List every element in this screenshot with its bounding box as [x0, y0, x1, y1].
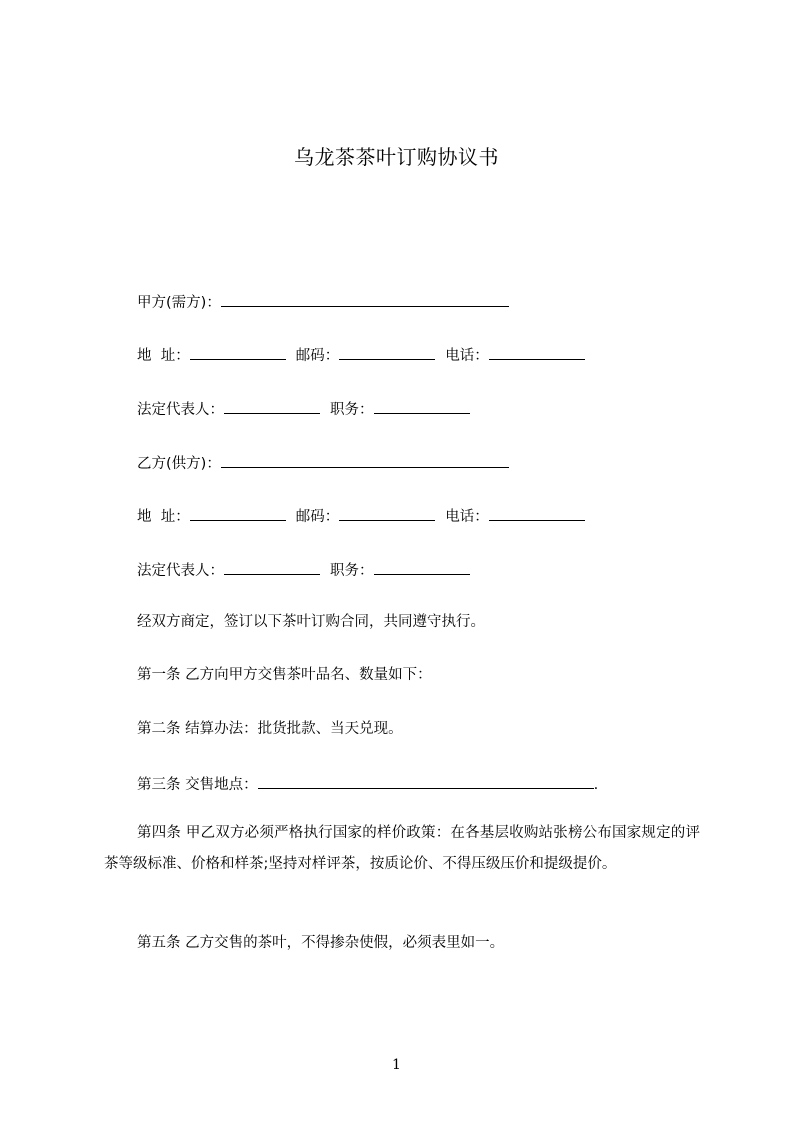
party-b-address-blank — [190, 505, 286, 521]
article-4: 第四条 甲乙双方必须严格执行国家的样价政策：在各基层收购站张榜公布国家规定的评茶等级标准、价格和样茶;坚持对样评茶，按质论价、不得压级压价和提级提价。 — [104, 825, 700, 872]
party-b-rep-label: 法定代表人： — [137, 563, 224, 579]
party-b-label: 乙方(供方)： — [137, 456, 221, 472]
party-a-rep-blank — [224, 398, 320, 414]
party-a-rep-line — [137, 398, 470, 420]
party-a-address-line — [137, 344, 585, 366]
party-b-phone-blank — [489, 505, 585, 521]
article-5: 第五条 乙方交售的茶叶，不得掺杂使假，必须表里如一。 — [137, 935, 505, 951]
preamble: 经双方商定，签订以下茶叶订购合同，共同遵守执行。 — [137, 614, 485, 630]
party-a-postcode-blank — [339, 344, 435, 360]
party-a-label: 甲方(需方)： — [137, 295, 221, 311]
article-3-label: 第三条 交售地点： — [137, 777, 258, 793]
party-b-line — [137, 452, 509, 474]
party-b-address-line — [137, 505, 585, 527]
party-b-rep-blank — [224, 559, 320, 575]
party-b-phone-label: 电话： — [445, 509, 489, 525]
party-a-position-label: 职务： — [330, 402, 374, 418]
party-a-line — [137, 291, 509, 313]
article-3-line — [137, 773, 598, 795]
article-1: 第一条 乙方向甲方交售茶叶品名、数量如下： — [137, 667, 432, 683]
party-b-rep-line — [137, 559, 470, 581]
document-title: 乌龙茶茶叶订购协议书 — [294, 145, 499, 169]
party-a-phone-label: 电话： — [445, 348, 489, 364]
page-number: 1 — [392, 1057, 401, 1073]
article-2: 第二条 结算办法：批货批款、当天兑现。 — [137, 721, 403, 737]
party-b-name-blank — [221, 452, 509, 468]
party-b-position-label: 职务： — [330, 563, 374, 579]
party-b-postcode-blank — [339, 505, 435, 521]
party-a-position-blank — [374, 398, 470, 414]
party-b-address-label: 地 址： — [137, 509, 190, 525]
party-a-postcode-label: 邮码： — [295, 348, 340, 364]
party-a-address-label: 地 址： — [137, 348, 190, 364]
party-a-name-blank — [221, 291, 509, 307]
article-3-location-blank — [258, 773, 594, 789]
party-a-phone-blank — [489, 344, 585, 360]
article-3-end: . — [593, 777, 599, 793]
party-a-rep-label: 法定代表人： — [137, 402, 224, 418]
party-b-position-blank — [374, 559, 470, 575]
party-b-postcode-label: 邮码： — [295, 509, 340, 525]
party-a-address-blank — [190, 344, 286, 360]
